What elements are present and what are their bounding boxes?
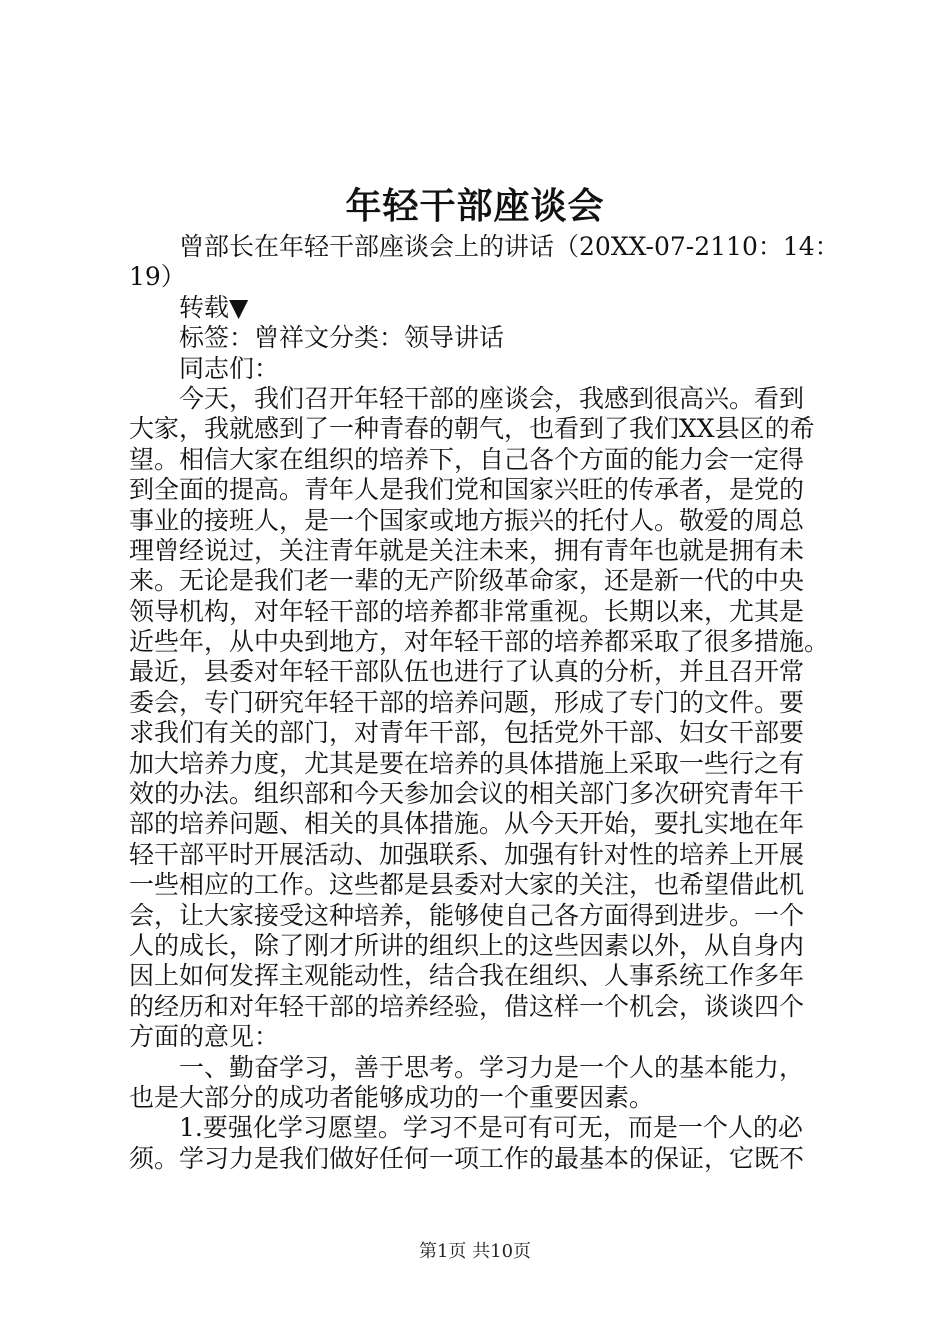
body-line: 也是大部分的成功者能够成功的一个重要因素。 xyxy=(129,1082,655,1112)
body-line: 事业的接班人，是一个国家或地方振兴的托付人。敬爱的周总 xyxy=(129,505,805,535)
body-line: 今天，我们召开年轻干部的座谈会，我感到很高兴。看到 xyxy=(179,383,805,413)
body-line: 来。无论是我们老一辈的无产阶级革命家，还是新一代的中央 xyxy=(129,566,805,596)
body-line: 求我们有关的部门，对青年干部，包括党外干部、妇女干部要 xyxy=(129,718,805,748)
body-line: 近些年，从中央到地方，对年轻干部的培养都采取了很多措施。 xyxy=(129,627,830,657)
body-line: 理曾经说过，关注青年就是关注未来，拥有青年也就是拥有未 xyxy=(129,535,805,565)
body-line: 加大培养力度，尤其是要在培养的具体措施上采取一些行之有 xyxy=(129,748,805,778)
document-body xyxy=(129,232,840,1174)
body-line: 委会，专门研究年轻干部的培养问题，形成了专门的文件。要 xyxy=(129,687,805,717)
body-line: 的经历和对年轻干部的培养经验，借这样一个机会，谈谈四个 xyxy=(129,991,805,1021)
body-line: 轻干部平时开展活动、加强联系、加强有针对性的培养上开展 xyxy=(129,839,805,869)
body-line: 同志们： xyxy=(179,353,280,383)
body-line: 部的培养问题、相关的具体措施。从今天开始，要扎实地在年 xyxy=(129,809,805,839)
body-line: 一、勤奋学习，善于思考。学习力是一个人的基本能力， xyxy=(179,1052,805,1082)
body-line: 人的成长，除了刚才所讲的组织上的这些因素以外，从自身内 xyxy=(129,930,805,960)
body-line: 会，让大家接受这种培养，能够使自己各方面得到进步。一个 xyxy=(129,900,805,930)
page-number-footer: 第1页 共10页 xyxy=(418,1241,532,1262)
body-line: 最近，县委对年轻干部队伍也进行了认真的分析，并且召开常 xyxy=(129,657,805,687)
body-line: 望。相信大家在组织的培养下，自己各个方面的能力会一定得 xyxy=(129,444,805,474)
body-line: 19） xyxy=(129,262,186,292)
body-line: 因上如何发挥主观能动性，结合我在组织、人事系统工作多年 xyxy=(129,961,805,991)
body-line: 曾部长在年轻干部座谈会上的讲话（20XX-07-2110：14： xyxy=(179,232,840,261)
body-line: 须。学习力是我们做好任何一项工作的最基本的保证，它既不 xyxy=(129,1143,805,1173)
body-line: 一些相应的工作。这些都是县委对大家的关注，也希望借此机 xyxy=(129,870,805,900)
body-line: 大家，我就感到了一种青春的朝气，也看到了我们XX县区的希 xyxy=(129,414,815,444)
body-line: 1.要强化学习愿望。学习不是可有可无，而是一个人的必 xyxy=(179,1113,803,1143)
body-line: 到全面的提高。青年人是我们党和国家兴旺的传承者，是党的 xyxy=(129,475,805,505)
document-title: 年轻干部座谈会 xyxy=(345,185,605,227)
body-line: 标签：曾祥文分类：领导讲话 xyxy=(179,323,505,353)
body-line: 效的办法。组织部和今天参加会议的相关部门多次研究青年干 xyxy=(129,779,805,809)
body-line: 转载▼ xyxy=(179,292,249,322)
body-line: 领导机构，对年轻干部的培养都非常重视。长期以来，尤其是 xyxy=(129,596,805,626)
body-line: 方面的意见： xyxy=(129,1022,280,1052)
